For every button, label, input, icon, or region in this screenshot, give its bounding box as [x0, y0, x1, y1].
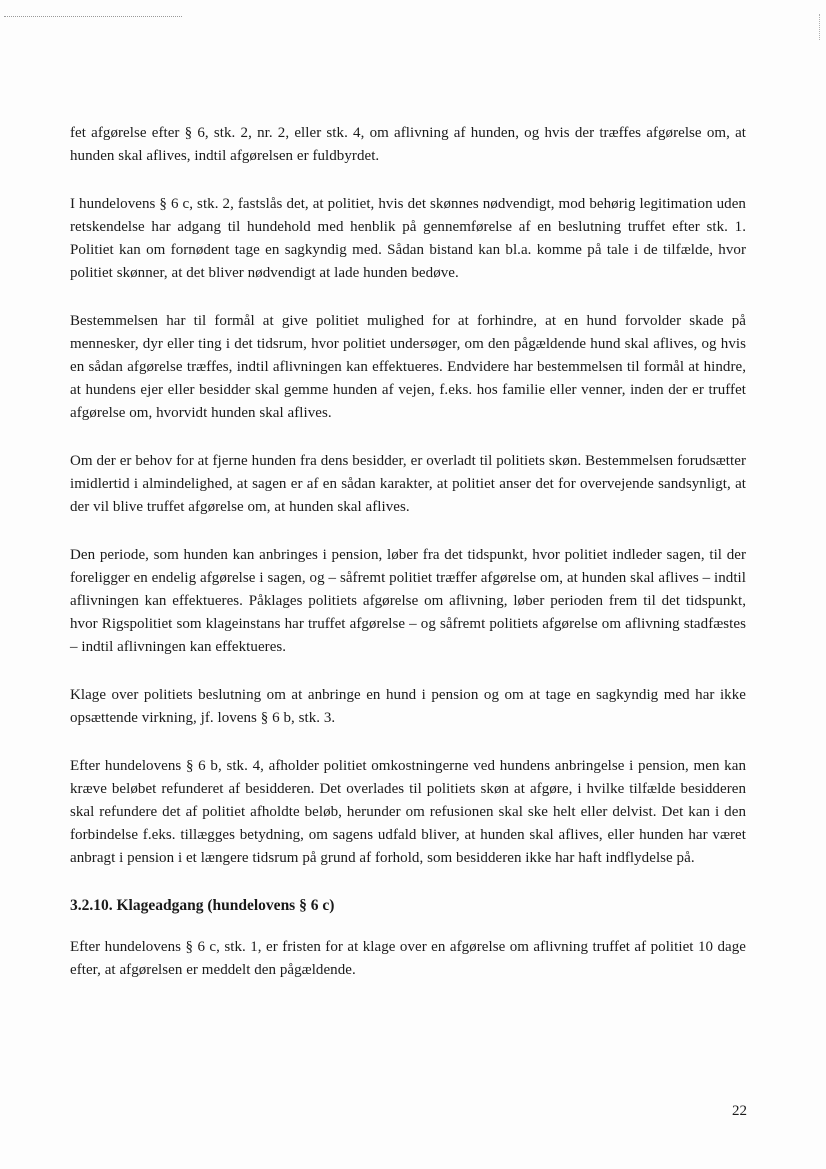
paragraph-5: Den periode, som hunden kan anbringes i pension, løber fra det tidspunkt, hvor politiet indleder sagen, til der foreligger en endelig afgørelse i sagen, og – såfremt politiet træffer afgørelse om, at hunden skal aflives – indtil aflivningen kan effektueres. Påklages politiets afgørelse om aflivning, løber perioden frem til det tidspunkt, hvor Rigspolitiet som klageinstans har truffet afgørelse – og såfremt politiets afgørelse om aflivning stadfæstes – indtil aflivningen kan effektueres.	[70, 547, 746, 655]
paragraph-6: Klage over politiets beslutning om at anbringe en hund i pension og om at tage en sagkyndig med har ikke opsættende virkning, jf. lovens § 6 b, stk. 3.	[70, 687, 746, 726]
scan-artifact-top	[4, 16, 182, 17]
paragraph-4: Om der er behov for at fjerne hunden fra dens besidder, er overladt til politiets skøn. Bestemmelsen forudsætter imidlertid i almindelighed, at sagen er af en sådan karakter, at politiet anser det for overvejende sandsynligt, at der vil blive truffet afgørelse om, at hunden skal aflives.	[70, 453, 746, 515]
paragraph-1: fet afgørelse efter § 6, stk. 2, nr. 2, eller stk. 4, om aflivning af hunden, og hvis der træffes afgørelse om, at hunden skal aflives, indtil afgørelsen er fuldbyrdet.	[70, 125, 746, 164]
paragraph-7: Efter hundelovens § 6 b, stk. 4, afholder politiet omkostningerne ved hundens anbringelse i pension, men kan kræve beløbet refunderet af besidderen. Det overlades til politiets skøn at afgøre, i hvilke tilfælde besidderen skal refundere det af politiet afholdte beløb, herunder om refusionen skal ske helt eller delvist. Det kan i den forbindelse f.eks. tillægges betydning, om sagens udfald bliver, at hunden skal aflives, eller hunden har været anbragt i pension i et længere tidsrum på grund af forhold, som besidderen ikke har haft indflydelse på.	[70, 758, 746, 866]
section-heading: 3.2.10. Klageadgang (hundelovens § 6 c)	[70, 897, 335, 914]
paragraph-3: Bestemmelsen har til formål at give politiet mulighed for at forhindre, at en hund forvolder skade på mennesker, dyr eller ting i det tidsrum, hvor politiet undersøger, om den pågældende hund skal aflives, og hvis en sådan afgørelse træffes, indtil aflivningen kan effektueres. Endvidere har bestemmelsen til formål at hindre, at hundens ejer eller besidder skal gemme hunden af vejen, f.eks. hos familie eller venner, inden der er truffet afgørelse om, hvorvidt hunden skal aflives.	[70, 313, 746, 421]
page-body	[70, 122, 746, 1007]
paragraph-8: Efter hundelovens § 6 c, stk. 1, er fristen for at klage over en afgørelse om aflivning truffet af politiet 10 dage efter, at afgørelsen er meddelt den pågældende.	[70, 939, 746, 978]
paragraph-2: I hundelovens § 6 c, stk. 2, fastslås det, at politiet, hvis det skønnes nødvendigt, mod behørig legitimation uden retskendelse har adgang til hundehold med henblik på gennemførelse af en beslutning truffet efter stk. 1. Politiet kan om fornødent tage en sagkyndig med. Sådan bistand kan bl.a. komme på tale i de tilfælde, hvor politiet skønner, at det bliver nødvendigt at lade hunden bedøve.	[70, 196, 746, 281]
page-number: 22	[732, 1103, 747, 1119]
scan-artifact-edge	[819, 14, 820, 40]
